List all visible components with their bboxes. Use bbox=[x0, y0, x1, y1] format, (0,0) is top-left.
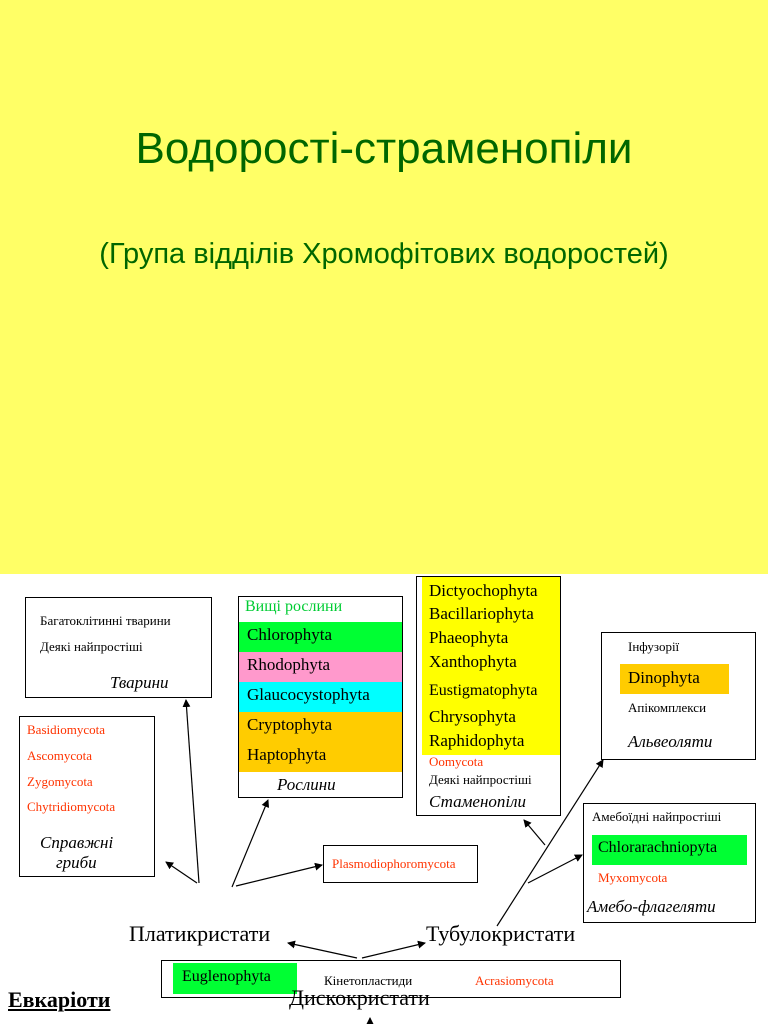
stramenopiles-box bbox=[416, 576, 561, 816]
plants-heading: Вищі рослини bbox=[245, 598, 343, 615]
alveolates-label: Альвеоляти bbox=[628, 732, 713, 751]
animals-label: Тварини bbox=[110, 673, 169, 692]
alveolates-line1: Інфузорії bbox=[628, 639, 680, 654]
slide-title: Водорості-страменопіли bbox=[135, 124, 633, 173]
alveolates-line3: Апікомплекси bbox=[628, 700, 707, 715]
animals-line2: Деякі найпростіші bbox=[40, 639, 143, 654]
disco-acrasio: Acrasiomycota bbox=[475, 973, 554, 988]
branch-platy: Платикристати bbox=[129, 921, 271, 946]
amoeboflag-label: Амебо-флагеляти bbox=[587, 897, 716, 916]
stramenopiles-item-0: Dictyochophyta bbox=[429, 581, 538, 600]
arrow-disco-to-tubulo bbox=[362, 943, 425, 958]
plants-item-haptophyta: Haptophyta bbox=[239, 742, 402, 772]
branch-disco: Дискокристати bbox=[289, 985, 430, 1010]
slide-subtitle: (Група відділів Хромофітових водоростей) bbox=[99, 238, 669, 270]
plasmodio-box bbox=[323, 845, 478, 883]
plasmodio-label: Plasmodiophoromycota bbox=[332, 856, 456, 871]
stramenopiles-item-3: Xanthophyta bbox=[429, 652, 517, 671]
arrow-platy-to-plants bbox=[232, 800, 268, 887]
arrow-platy-to-fungi bbox=[166, 862, 197, 883]
amoeboflag-chlorarachnio: Chlorarachniopyta bbox=[592, 835, 747, 865]
animals-box bbox=[25, 597, 212, 698]
stramenopiles-protists: Деякі найпростіші bbox=[429, 772, 532, 787]
arrow-tubulo-to-amoeboflag bbox=[528, 855, 582, 883]
stramenopiles-item-1: Bacillariophyta bbox=[429, 604, 534, 623]
plants-label: Рослини bbox=[277, 775, 336, 794]
branch-tubulo: Тубулокристати bbox=[426, 921, 576, 946]
plants-item-cryptophyta: Cryptophyta bbox=[239, 712, 402, 742]
fungi-box bbox=[19, 716, 155, 877]
stramenopiles-item-6: Raphidophyta bbox=[429, 731, 525, 750]
stramenopiles-item-5: Chrysophyta bbox=[429, 707, 516, 726]
root-label: Евкаріоти bbox=[8, 987, 111, 1012]
fungi-item-3: Chytridiomycota bbox=[27, 799, 116, 814]
alveolates-dinophyta: Dinophyta bbox=[620, 664, 729, 694]
fungi-item-2: Zygomycota bbox=[27, 774, 93, 789]
plants-item-glaucocystophyta: Glaucocystophyta bbox=[239, 682, 402, 712]
plants-item-rhodophyta: Rhodophyta bbox=[239, 652, 402, 682]
animals-line1: Багатоклітинні тварини bbox=[40, 613, 171, 628]
arrow-disco-to-platy bbox=[288, 943, 357, 958]
disco-kineto: Кінетопластиди bbox=[324, 973, 413, 988]
arrow-tubulo-to-stramenopiles bbox=[524, 820, 545, 845]
fungi-label-line1: Справжні bbox=[40, 833, 114, 852]
stramenopiles-label: Стаменопіли bbox=[429, 792, 527, 811]
disco-euglenophyta: Euglenophyta bbox=[173, 963, 297, 994]
stramenopiles-item-4: Eustigmatophyta bbox=[429, 682, 538, 699]
stramenopiles-oomycota: Oomycota bbox=[429, 754, 484, 769]
arrow-platy-to-plasmodio bbox=[236, 865, 322, 886]
fungi-item-1: Ascomycota bbox=[27, 748, 92, 763]
amoeboflag-myxo: Myxomycota bbox=[598, 870, 668, 885]
alveolates-box bbox=[601, 632, 756, 760]
plants-box bbox=[238, 596, 403, 798]
amoeboflag-line1: Амебоїдні найпростіші bbox=[592, 809, 722, 824]
fungi-label-line2: гриби bbox=[56, 853, 97, 872]
plants-item-chlorophyta: Chlorophyta bbox=[239, 622, 402, 652]
stramenopiles-item-2: Phaeophyta bbox=[429, 628, 509, 647]
arrow-platy-to-animals bbox=[186, 700, 199, 883]
amoeboflag-box bbox=[583, 803, 756, 923]
fungi-item-0: Basidiomycota bbox=[27, 722, 105, 737]
